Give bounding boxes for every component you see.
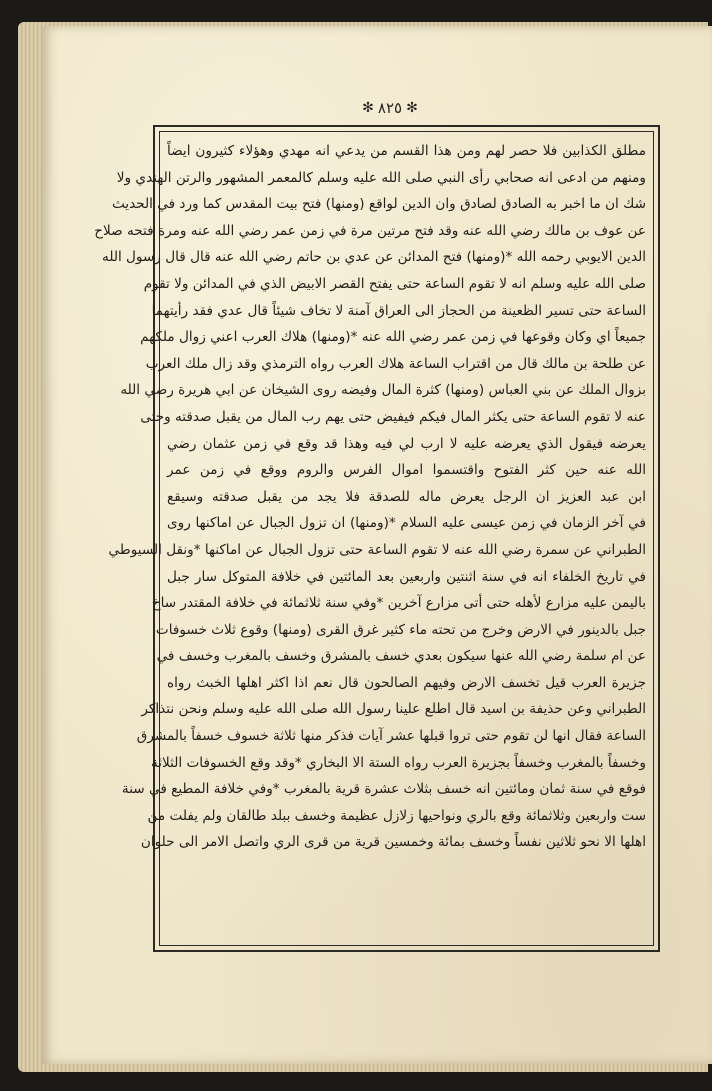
text-line: ابن عبد العزيز ان الرجل يعرض ماله للصدقة فلا يجد من يقبل صدقته وسيقع xyxy=(167,488,646,505)
text-line: ومنهم من ادعى انه صحابي رأى النبي صلى الله عليه وسلم كالمعمر المشهور والرتن الهندي ولا xyxy=(116,169,646,186)
left-ornament-icon: ✻ xyxy=(362,100,374,116)
text-line: الساعة فقال انها لن تقوم حتى تروا قبلها عشر آيات فذكر منها ثلاثة خسوف خسفاً بالمشرق xyxy=(136,728,646,745)
text-line: جبل بالدينور في الارض وخرج من تحته ماء كثير غرق القرى (ومنها) وقوع ثلاث خسوفات xyxy=(155,621,646,638)
page-number: ٨٢٥ xyxy=(377,99,403,117)
body-text xyxy=(94,138,646,856)
text-line: جميعاً اي وكان وقوعها في زمن عمر رضي الله عنه *(ومنها) هلاك العرب اعني زوال ملكهم xyxy=(140,329,646,346)
text-line: في تاريخ الخلفاء انه في سنة اثنتين واربعين بعد المائتين في خلافة المتوكل سار جبل xyxy=(167,568,646,585)
text-line: في آخر الزمان في زمن عيسى عليه السلام *(ومنها) ان تزول الجبال عن اماكنها روى xyxy=(167,515,646,532)
text-line: الله عنه حين كثر الفتوح واقتسموا اموال الفرس والروم ووقع في زمن عمر xyxy=(167,462,646,479)
text-frame xyxy=(94,131,654,946)
text-line: الساعة حتى تسير الظعينة من الحجاز الى العراق آمنة لا تخاف شيئاً قال عدي فقد رأيتهما xyxy=(151,302,646,319)
text-line: بزوال الملك عن بني العباس (ومنها) كثرة المال وفيضه روى الشيخان عن ابي هريرة رضي الله xyxy=(120,382,646,399)
text-line: فوقع في سنة ثمان ومائتين انه خسف بثلاث عشرة قرية بالمغرب *وفي خلافة المطيع في سنة xyxy=(121,781,646,798)
text-line: الطبراني وعن حذيفة بن اسيد قال اطلع علينا رسول الله صلى الله عليه وسلم ونحن نتذاكر xyxy=(141,701,646,718)
text-line: باليمن عليه مزارع لأهله حتى أتى مزارع آخرين *وفي سنة ثلاثمائة في خلافة المقتدر ساخ xyxy=(151,595,646,612)
text-line: صلى الله عليه وسلم انه لا تقوم الساعة حتى يفتح القصر الابيض الذي في المدائن ولا تقوم xyxy=(143,275,646,292)
text-line: عن ام سلمة رضي الله عنها سيكون بعدي خسف بالمشرق وخسف بالمغرب وخسف في xyxy=(156,648,646,665)
text-line: الطبراني عن سمرة رضي الله عنه لا تقوم الساعة حتى تزول الجبال عن اماكنها *ونقل السيوطي xyxy=(108,541,646,558)
text-line: يعرضه فيقول الذي يعرضه عليه لا ارب لي فيه وهذا قد وقع في زمن عثمان رضي xyxy=(167,435,646,452)
text-line: عن طلحة بن مالك قال من اقتراب الساعة هلاك العرب رواه الترمذي وقد زال ملك العرب xyxy=(145,355,646,372)
text-line: جزيرة العرب قيل تخسف الارض وفيهم الصالحون قال نعم اذا اكثر اهلها الخبث رواه xyxy=(167,674,646,691)
text-line: عنه لا تقوم الساعة حتى يكثر المال فيكم فيفيض حتى يهم رب المال من يقبل صدقته وحتى xyxy=(140,408,646,425)
text-line: الدين الايوبي رحمه الله *(ومنها) فتح المدائن عن عدي بن حاتم رضي الله عنه قال قال رسول الله xyxy=(102,249,646,266)
text-line: مطلق الكذابين فلا حصر لهم ومن هذا القسم من يدعي انه مهدي وهؤلاء كثيرون ايضاً xyxy=(167,143,646,159)
page-header xyxy=(330,96,450,120)
right-ornament-icon: ✻ xyxy=(406,100,418,116)
text-line: وخسفاً بالمغرب وخسفاً بجزيرة العرب رواه الستة الا البخاري *وقد وقع الخسوفات الثلاثة xyxy=(150,754,646,771)
text-line: ست واربعين وثلاثمائة وقع بالري ونواحيها زلازل عظيمة وخسف ببلد طالقان ولم يفلت من xyxy=(147,807,646,824)
text-line: عن عوف بن مالك رضي الله عنه وقد فتح مرتين مرة في زمن عمر رضي الله عنه ومرة فتحه صلاح xyxy=(94,222,646,239)
text-line: اهلها الا نحو ثلاثين نفساً وخسف بمائة وخمسين قرية من قرى الري واتصل الامر الى حلوان xyxy=(140,834,646,851)
text-line: شك ان ما اخبر به الصادق لصادق وان الدين لواقع (ومنها) فتح بيت المقدس كما ورد في الحديث xyxy=(111,196,646,213)
